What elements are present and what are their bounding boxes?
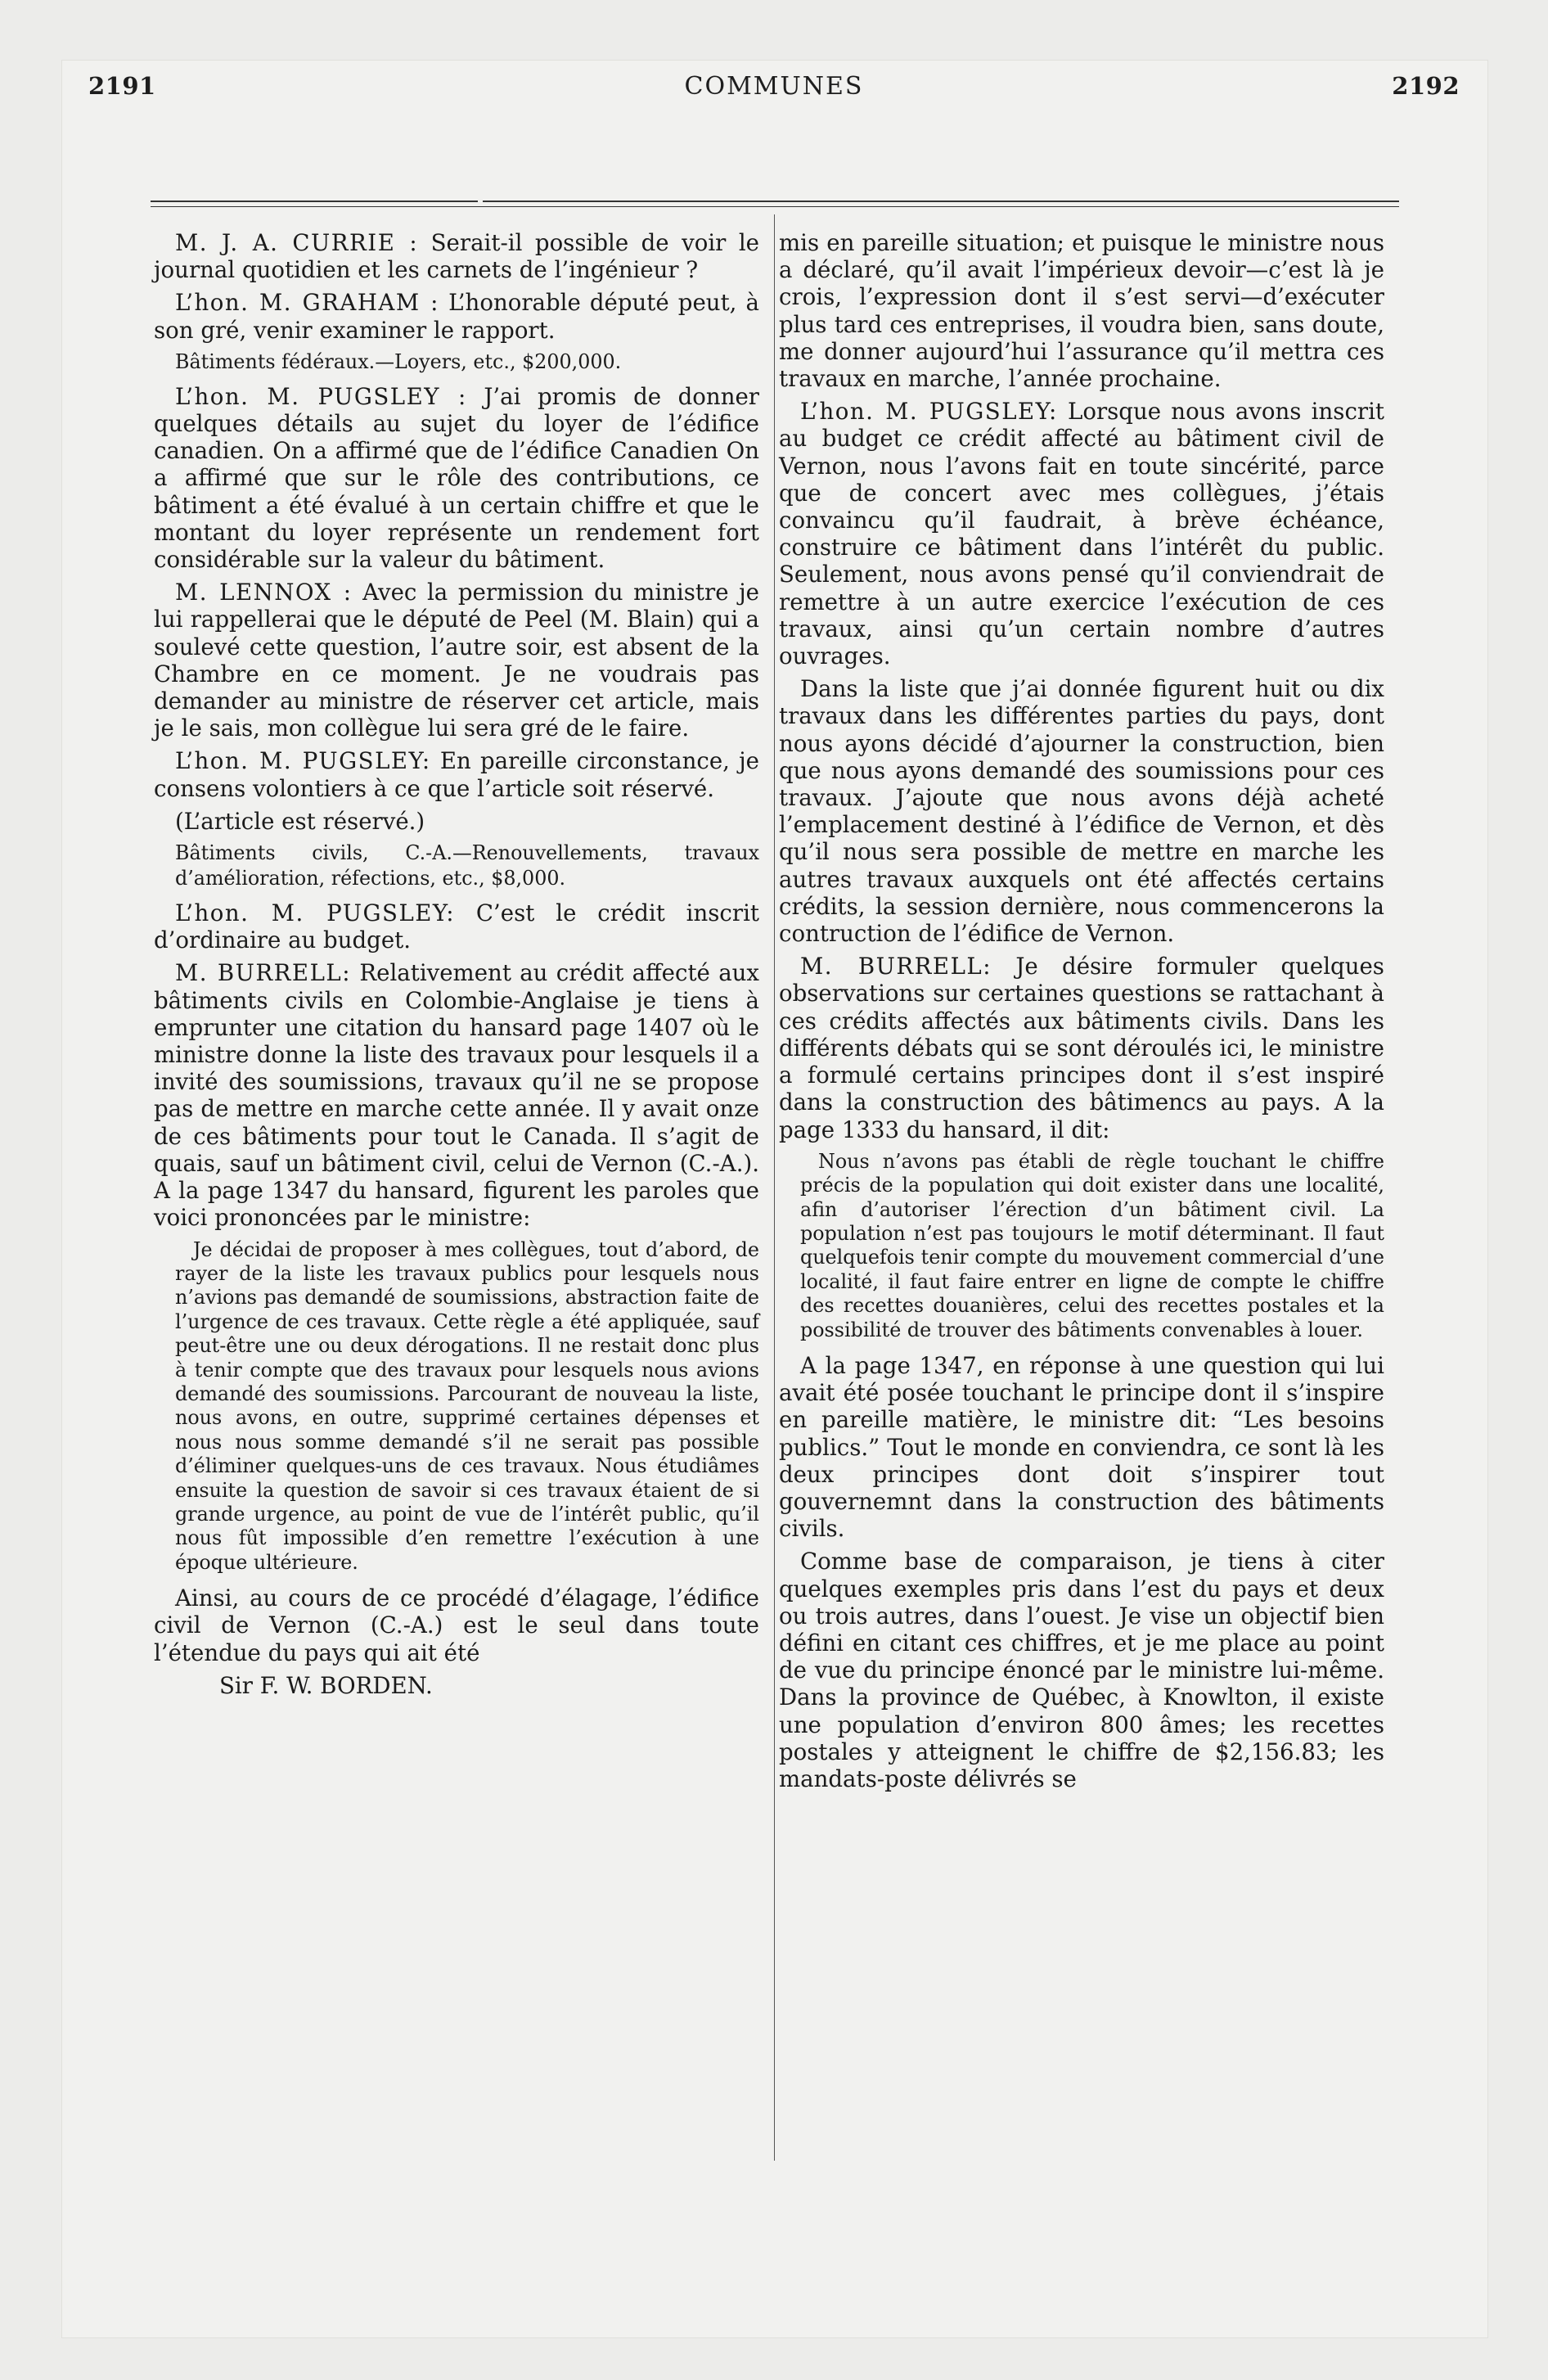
speaker-name: L’hon. M. PUGSLEY: bbox=[800, 398, 1058, 426]
block-quote: Nous n’avons pas établi de règle touchant le chiffre précis de la population qui doit exister dans une localité, afin d’autoriser l’érection d’un bâtiment civil. La population n’est pas toujours le motif déterminant. Il faut quelquefois tenir compte du mouvement commercial d’une localité, il faut faire entrer en ligne de compte le chiffre des recettes douanières, celui des recettes postales et la possibilité de trouver des bâtiments convenables à louer. bbox=[800, 1149, 1384, 1341]
speech-paragraph bbox=[154, 899, 759, 953]
speaker-name: M. J. A. CURRIE : bbox=[175, 229, 419, 256]
vote-item: Bâtiments civils, C.-A.—Renouvellements, travaux d’amélioration, réfections, etc., $8,000. bbox=[175, 841, 759, 890]
speech-text: L’honorable député peut, à son gré, venir examiner le rapport. bbox=[154, 289, 759, 344]
speech-text: Lorsque nous avons inscrit au budget ce crédit affecté au bâtiment civil de Vernon, nous l’avons fait en toute sincérité, parce que de concert avec mes collègues, j’étais convaincu qu’il faudrait, à brève échéance, construire ce bâtiment dans l’intérêt du public. Seulement, nous avons pensé qu’il conviendrait de remettre à un autre exercice l’exécution de ces travaux, ainsi qu’un certain nombre d’autres ouvrages. bbox=[779, 398, 1384, 670]
speaker-name: L’hon. M. PUGSLEY : bbox=[175, 382, 467, 410]
speech-paragraph bbox=[779, 953, 1384, 1143]
speaker-name: L’hon. M. PUGSLEY: bbox=[175, 747, 431, 775]
speech-paragraph bbox=[154, 959, 759, 1231]
speech-text: Avec la permission du ministre je lui rappellerai que le député de Peel (M. Blain) qui a soulevé cette question, l’autre soir, est absent de la Chambre en ce moment. Je ne voudrais pas demander au ministre de réserver cet article, mais je le sais, mon collègue lui sera gré de le faire. bbox=[154, 579, 760, 742]
paragraph: Comme base de comparaison, je tiens à citer quelques exemples pris dans l’est du pays et deux ou trois autres, dans l’ouest. Je vise un objectif bien défini en citant ces chiffres, et je me place au point de vue du principe énoncé par le ministre lui-même. Dans la province de Québec, à Knowlton, il existe une population d’environ 800 âmes; les recettes postales y atteignent le chiffre de $2,156.83; les mandats-poste délivrés se bbox=[779, 1548, 1384, 1792]
paragraph: A la page 1347, en réponse à une question qui lui avait été posée touchant le principe dont il s’inspire en pareille matière, le ministre dit: “Les besoins publics.” Tout le monde en conviendra, ce sont là les deux principes dont doit s’inspirer tout gouvernemnt dans la construction des bâtiments civils. bbox=[779, 1351, 1384, 1543]
paragraph: (L’article est réservé.) bbox=[175, 807, 425, 835]
speech-paragraph bbox=[154, 289, 759, 343]
speech-paragraph bbox=[779, 398, 1384, 669]
left-column bbox=[154, 229, 759, 1705]
speech-text: J’ai promis de donner quelques détails au sujet du loyer de l’édifice canadien. On a affirmé que de l’édifice Canadien On a affirmé que sur le rôle des contributions, ce bâtiment a été évalué à un certain chiffre et que le montant du loyer représente un rendement fort considérable sur la valeur du bâtiment. bbox=[154, 382, 759, 574]
speaker-name: M. BURRELL: bbox=[175, 959, 352, 987]
speaker-name: M. LENNOX : bbox=[175, 579, 353, 606]
page-number-left: 2191 bbox=[88, 72, 156, 100]
speech-text: Serait-il possible de voir le journal quotidien et les carnets de l’ingénieur ? bbox=[154, 229, 759, 284]
speech-paragraph bbox=[154, 579, 759, 741]
speaker-name: L’hon. M. GRAHAM : bbox=[175, 289, 439, 317]
speech-text: Relativement au crédit affecté aux bâtiments civils en Colombie-Anglaise je tiens à emprunter une citation du hansard page 1407 où le ministre donne la liste des travaux pour lesquels il a invité des soumissions, travaux qu’il ne se propose pas de mettre en marche cette année. Il y avait onze de ces bâtiments pour tout le Canada. Il s’agit de quais, sauf un bâtiment civil, celui de Vernon (C.-A.). A la page 1347 du hansard, figurent les paroles que voici prononcées par le ministre: bbox=[154, 959, 759, 1232]
header-rule bbox=[483, 201, 1399, 202]
paragraph: Ainsi, au cours de ce procédé d’élagage, l’édifice civil de Vernon (C.-A.) est le seul dans toute l’étendue du pays qui ait été bbox=[154, 1584, 759, 1666]
paragraph-continued: mis en pareille situation; et puisque le ministre nous a déclaré, qu’il avait l’impérieux devoir—c’est là je crois, l’expression dont il s’est servi—d’exécuter plus tard ces entreprises, il voudra bien, sans doute, me donner aujourd’hui l’assurance qu’il mettra ces travaux en marche, l’année prochaine. bbox=[779, 229, 1384, 393]
speech-text: C’est le crédit inscrit d’ordinaire au budget. bbox=[154, 899, 759, 954]
speaker-signature: Sir F. W. BORDEN. bbox=[219, 1671, 433, 1699]
page-number-right: 2192 bbox=[1392, 72, 1460, 100]
page-header bbox=[88, 72, 1460, 121]
speech-paragraph bbox=[154, 383, 759, 573]
speaker-name: M. BURRELL: bbox=[800, 953, 992, 980]
column-divider bbox=[774, 214, 775, 2161]
speech-paragraph bbox=[154, 747, 759, 801]
speech-text: En pareille circonstance, je consens volontiers à ce que l’article soit réservé. bbox=[154, 747, 760, 802]
running-title: COMMUNES bbox=[684, 72, 864, 101]
block-quote: Je décidai de proposer à mes collègues, tout d’abord, de rayer de la liste les travaux publics pour lesquels nous n’avions pas demandé de soumissions, abstraction faite de l’urgence de ces travaux. Cette règle a été appliquée, sauf peut-être une ou deux dérogations. Il ne restait donc plus à tenir compte que des travaux pour lesquels nous avions demandé des soumissions. Parcourant de nouveau la liste, nous avons, en outre, supprimé certaines dépenses et nous nous somme demandé s’il ne serait pas possible d’éliminer quelques-uns de ces travaux. Nous étudiâmes ensuite la question de savoir si ces travaux étaient de si grande urgence, au point de vue de l’intérêt public, qu’il nous fût impossible d’en remettre l’exécution à une époque ultérieure. bbox=[175, 1237, 759, 1574]
speaker-name: L’hon. M. PUGSLEY: bbox=[175, 899, 456, 927]
speech-paragraph bbox=[154, 229, 759, 283]
speech-text: Je désire formuler quelques observations sur certaines questions se rattachant à ces crédits affectés aux bâtiments civils. Dans les différents débats qui se sont déroulés ici, le ministre a formulé certains principes dont il s’est inspiré dans la construction des bâtimencs au pays. A la page 1333 du hansard, il dit: bbox=[779, 953, 1384, 1143]
right-column bbox=[779, 229, 1384, 1798]
header-rule bbox=[151, 201, 478, 202]
header-rule-thin bbox=[151, 206, 1399, 207]
vote-item: Bâtiments fédéraux.—Loyers, etc., $200,000. bbox=[175, 349, 622, 373]
paragraph: Dans la liste que j’ai donnée figurent huit ou dix travaux dans les différentes parties du pays, dont nous ayons décidé d’ajourner la construction, bien que nous ayons demandé des soumissions pour ces travaux. J’ajoute que nous avons déjà acheté l’emplacement destiné à l’édifice de Vernon, et dès qu’il nous sera possible de mettre en marche les autres travaux auxquels ont été affectés certains crédits, la session dernière, nous commencerons la contruction de l’édifice de Vernon. bbox=[779, 675, 1384, 948]
